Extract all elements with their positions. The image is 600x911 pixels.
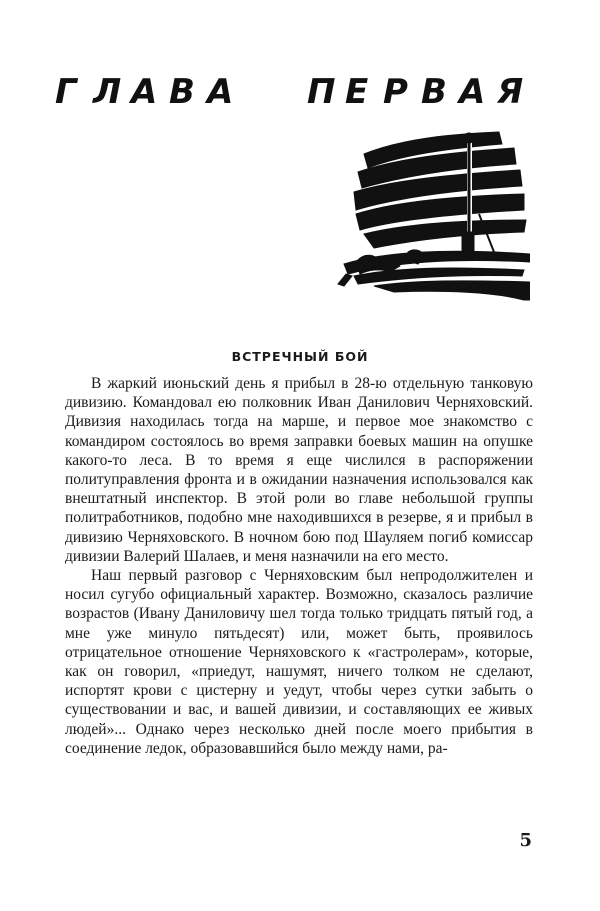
chapter-title-letter: В [169,72,195,112]
chapter-title-letter: А [131,72,158,112]
chapter-title-letter: Е [345,72,369,112]
chapter-title-letter: А [207,72,234,112]
chapter-title-word-2 [307,72,535,112]
chapter-title-letter: Я [497,72,524,112]
body-text [65,374,533,758]
chapter-title-word-1 [55,72,245,112]
paragraph-1: В жаркий июньский день я прибыл в 28-ю отдельную танковую дивизию. Командовал ею полковник Иван Данилович Черняховский. Дивизия находилась тогда на марше, и первое мое знакомство с командиром состоялось во время заправки боевых машин на опушке какого-то леса. В то время я еще числился в распоряжении политуправления фронта и в ожидании назначения использовался как внештатный инспектор. В этой роли во главе небольшой группы политработников, подобно мне находившихся в резерве, я и прибыл в дивизию Черняховского. В ночном бою под Шауляем погиб комиссар дивизии Валерий Шалаев, и меня назначили на его место. [65,375,533,565]
chapter-title-letter: В [421,72,447,112]
chapter-title [55,72,535,112]
chapter-title-letter: А [459,72,486,112]
chapter-title-letter: Л [93,72,122,112]
section-heading: ВСТРЕЧНЫЙ БОЙ [231,349,369,364]
night-landscape-illustration [334,124,530,304]
page-number: 5 [519,830,532,851]
paragraph-2: Наш первый разговор с Черняховским был непродолжителен и носил сугубо официальный характер. Возможно, сказалось различие возрастов (Ивану Даниловичу шел тогда только тридцать пятый год, а мне уже минуло пятьдесят) или, может быть, проявилось отрицательное отношение Черняховского к «гастролерам», которые, как он говорил, «приедут, нашумят, ничего толком не сделают, испортят крови с цистерну и уедут, чтобы через сутки забыть о существовании и вас, и вашей дивизии, и составляющих ее живых людей»... Однако через несколько дней после моего прибытия в соединение ледок, образовавшийся было между нами, ра- [65,567,533,757]
chapter-title-letter: Г [55,72,77,112]
chapter-title-letter: П [307,72,336,112]
chapter-title-letter: Р [383,72,408,112]
